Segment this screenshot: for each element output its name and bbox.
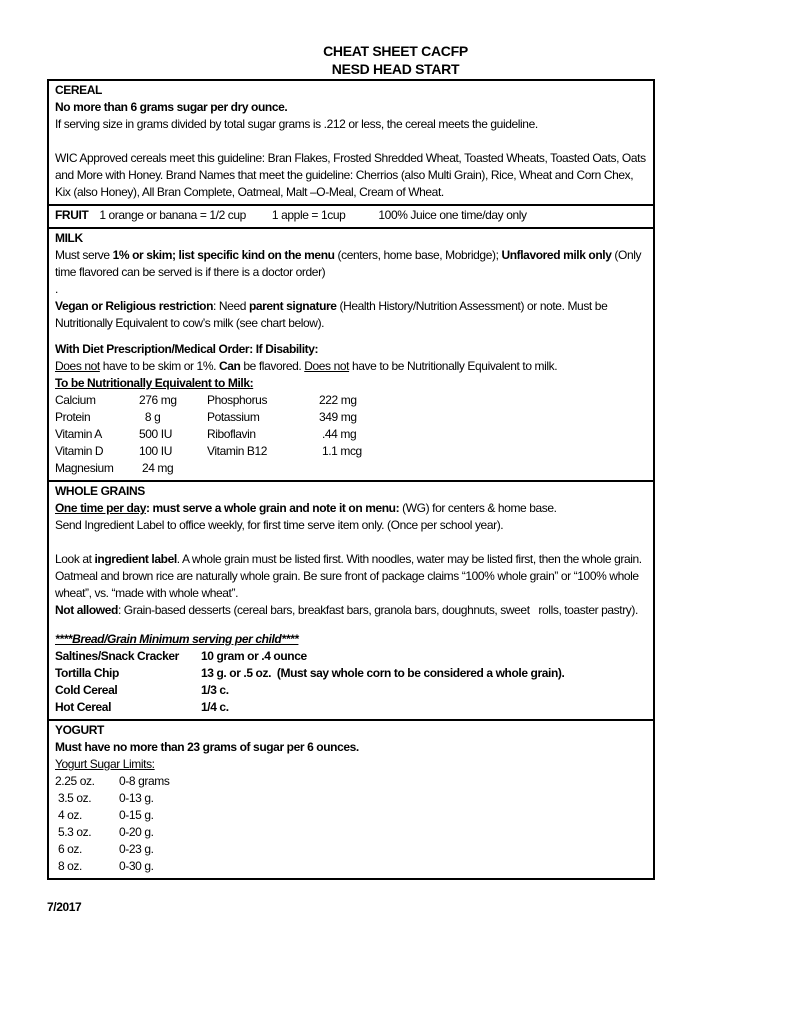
bread-item-name: Tortilla Chip bbox=[55, 666, 119, 680]
fruit-item-juice: 100% Juice one time/day only bbox=[378, 208, 527, 222]
fruit-row bbox=[55, 207, 647, 224]
text-run: (WG) for centers & home base. bbox=[399, 501, 557, 515]
text-run: Unflavored milk only bbox=[501, 248, 612, 262]
spacer bbox=[55, 332, 647, 341]
yogurt-sugar-limit: 0-13 g. bbox=[119, 791, 154, 805]
whole-grains-heading: WHOLE GRAINS bbox=[55, 484, 145, 498]
nutrient-value: .44 mg bbox=[319, 427, 357, 441]
text-run: have to be Nutritionally Equivalent to milk. bbox=[349, 359, 558, 373]
nutrient-value: 276 mg bbox=[139, 393, 177, 407]
bread-item-name: Cold Cereal bbox=[55, 683, 118, 697]
fruit-item-apple: 1 apple = 1cup bbox=[271, 208, 346, 222]
bread-item-name: Saltines/Snack Cracker bbox=[55, 649, 179, 663]
nutrient-name: Calcium bbox=[55, 393, 96, 407]
spacer bbox=[55, 534, 647, 551]
yogurt-size: 2.25 oz. bbox=[55, 774, 95, 788]
nutrient-name: Vitamin B12 bbox=[207, 444, 268, 458]
nutrient-value: 8 g bbox=[139, 410, 161, 424]
section-whole-grains bbox=[49, 480, 653, 719]
nutrient-value: 24 mg bbox=[139, 461, 174, 475]
text-run: 1% or skim; list specific kind on the menu bbox=[112, 248, 335, 262]
yogurt-size: 4 oz. bbox=[55, 808, 82, 822]
section-cereal bbox=[49, 81, 653, 204]
title-line-2: NESD HEAD START bbox=[331, 61, 460, 77]
text-run: have to be skim or 1%. bbox=[99, 359, 219, 373]
nutrient-value bbox=[319, 460, 647, 477]
nutrient-name: Phosphorus bbox=[207, 393, 268, 407]
nutrient-value: 1.1 mcg bbox=[319, 444, 362, 458]
text-run: Can bbox=[218, 359, 241, 373]
text-run: : Need bbox=[213, 299, 249, 313]
nutrient-value: 349 mg bbox=[319, 410, 357, 424]
whole-grains-daily-rule bbox=[55, 500, 647, 517]
yogurt-sugar-limit: 0-20 g. bbox=[119, 825, 154, 839]
bread-item-amount: 1/3 c. bbox=[201, 683, 229, 697]
nutrient-name: Riboflavin bbox=[207, 427, 256, 441]
nutrient-name bbox=[207, 460, 319, 477]
milk-vegan-rule bbox=[55, 298, 647, 332]
nutrient-name: Protein bbox=[55, 410, 91, 424]
yogurt-sugar-rule: Must have no more than 23 grams of sugar per 6 ounces. bbox=[55, 740, 359, 754]
whole-grains-send-rule: Send Ingredient Label to office weekly, for first time serve item only. (Once per school year). bbox=[55, 518, 504, 532]
bread-grain-minimum-table bbox=[55, 648, 647, 716]
milk-diet-rule bbox=[55, 358, 647, 375]
milk-stray-period: . bbox=[55, 282, 58, 296]
document-title bbox=[0, 0, 791, 78]
text-run: Must serve bbox=[55, 248, 113, 262]
nutrient-value: 500 IU bbox=[139, 427, 172, 441]
text-run: : Grain-based desserts (cereal bars, breakfast bars, granola bars, doughnuts, sweet rolls, toaster pastry). bbox=[117, 603, 638, 617]
section-milk bbox=[49, 227, 653, 480]
yogurt-limits-heading: Yogurt Sugar Limits: bbox=[55, 757, 155, 771]
yogurt-sugar-limit: 0-23 g. bbox=[119, 842, 154, 856]
text-run: ingredient label bbox=[94, 552, 177, 566]
cereal-guideline: If serving size in grams divided by total sugar grams is .212 or less, the cereal meets the guideline. bbox=[55, 117, 538, 131]
bread-item-amount: 1/4 c. bbox=[201, 700, 229, 714]
bread-grain-minimum-heading: ****Bread/Grain Minimum serving per child**** bbox=[55, 632, 299, 646]
whole-grains-label-rule bbox=[55, 551, 647, 602]
bread-item-name: Hot Cereal bbox=[55, 700, 112, 714]
nutrient-name: Magnesium bbox=[55, 461, 114, 475]
fruit-heading: FRUIT bbox=[55, 208, 89, 222]
bread-item-amount: 13 g. or .5 oz. (Must say whole corn to be considered a whole grain). bbox=[201, 666, 565, 680]
text-run: parent signature bbox=[248, 299, 337, 313]
bread-item-amount: 10 gram or .4 ounce bbox=[201, 649, 307, 663]
nutrient-value: 100 IU bbox=[139, 444, 172, 458]
yogurt-sugar-limit: 0-15 g. bbox=[119, 808, 154, 822]
section-fruit bbox=[49, 204, 653, 227]
text-run: be flavored. bbox=[240, 359, 305, 373]
yogurt-sugar-limit: 0-8 grams bbox=[119, 774, 170, 788]
cereal-wic-paragraph: WIC Approved cereals meet this guideline: Bran Flakes, Frosted Shredded Wheat, Toasted Wheats, Toasted Oats, Oats and More with Honey. Brand Names that meet the guideline: Cherrios (also Multi Grain), Rice, Wheat and Corn Chex, Kix (also Honey), All Bran Complete, Oatmeal, Malt –O-Meal, Cream of Wheat. bbox=[55, 151, 649, 199]
milk-diet-heading: With Diet Prescription/Medical Order: If Disability: bbox=[55, 342, 319, 356]
text-run: One time per day bbox=[55, 501, 146, 515]
nutrient-name: Vitamin D bbox=[55, 444, 104, 458]
text-run: (Only time flavored can be served is if there is a doctor order) bbox=[55, 248, 645, 279]
text-run: Look at bbox=[55, 552, 95, 566]
yogurt-size: 5.3 oz. bbox=[55, 825, 92, 839]
milk-heading: MILK bbox=[55, 231, 83, 245]
yogurt-size: 8 oz. bbox=[55, 859, 82, 873]
yogurt-size: 3.5 oz. bbox=[55, 791, 92, 805]
milk-equivalent-heading: To be Nutritionally Equivalent to Milk: bbox=[55, 376, 254, 390]
spacer bbox=[55, 619, 647, 631]
nutrient-name: Vitamin A bbox=[55, 427, 102, 441]
yogurt-size: 6 oz. bbox=[55, 842, 82, 856]
yogurt-sugar-limit: 0-30 g. bbox=[119, 859, 154, 873]
milk-serve-rule bbox=[55, 247, 647, 281]
milk-nutrient-table bbox=[55, 392, 647, 477]
section-yogurt bbox=[49, 719, 653, 878]
text-run: (Health History/Nutrition Assessment) or note. Must be Nutritionally Equivalent to cow’s milk (see chart below). bbox=[55, 299, 611, 330]
text-run: (centers, home base, Mobridge); bbox=[334, 248, 502, 262]
text-run: Vegan or Religious restriction bbox=[55, 299, 214, 313]
text-run: . A whole grain must be listed first. With noodles, water may be listed first, then the whole grain. Oatmeal and brown rice are naturally whole grain. Be sure front of package claims “100% whole grain” or “100% whole wheat”, vs. “made with whole wheat”. bbox=[55, 552, 645, 600]
cheat-sheet-table bbox=[47, 79, 655, 880]
nutrient-name: Potassium bbox=[207, 410, 260, 424]
whole-grains-not-allowed bbox=[55, 602, 647, 619]
text-run: Does not bbox=[55, 359, 100, 373]
yogurt-heading: YOGURT bbox=[55, 723, 104, 737]
nutrient-value: 222 mg bbox=[319, 393, 357, 407]
title-line-1: CHEAT SHEET CACFP bbox=[323, 43, 468, 59]
spacer bbox=[55, 133, 647, 150]
text-run: Not allowed bbox=[55, 603, 118, 617]
cereal-sugar-rule: No more than 6 grams sugar per dry ounce. bbox=[55, 100, 288, 114]
cereal-heading: CEREAL bbox=[55, 83, 102, 97]
text-run: Does not bbox=[304, 359, 350, 373]
yogurt-limits-table bbox=[55, 773, 647, 875]
footer-date: 7/2017 bbox=[47, 900, 82, 914]
text-run: : must serve a whole grain and note it on menu: bbox=[145, 501, 400, 515]
fruit-item-orange-banana: 1 orange or banana = 1/2 cup bbox=[99, 208, 246, 222]
